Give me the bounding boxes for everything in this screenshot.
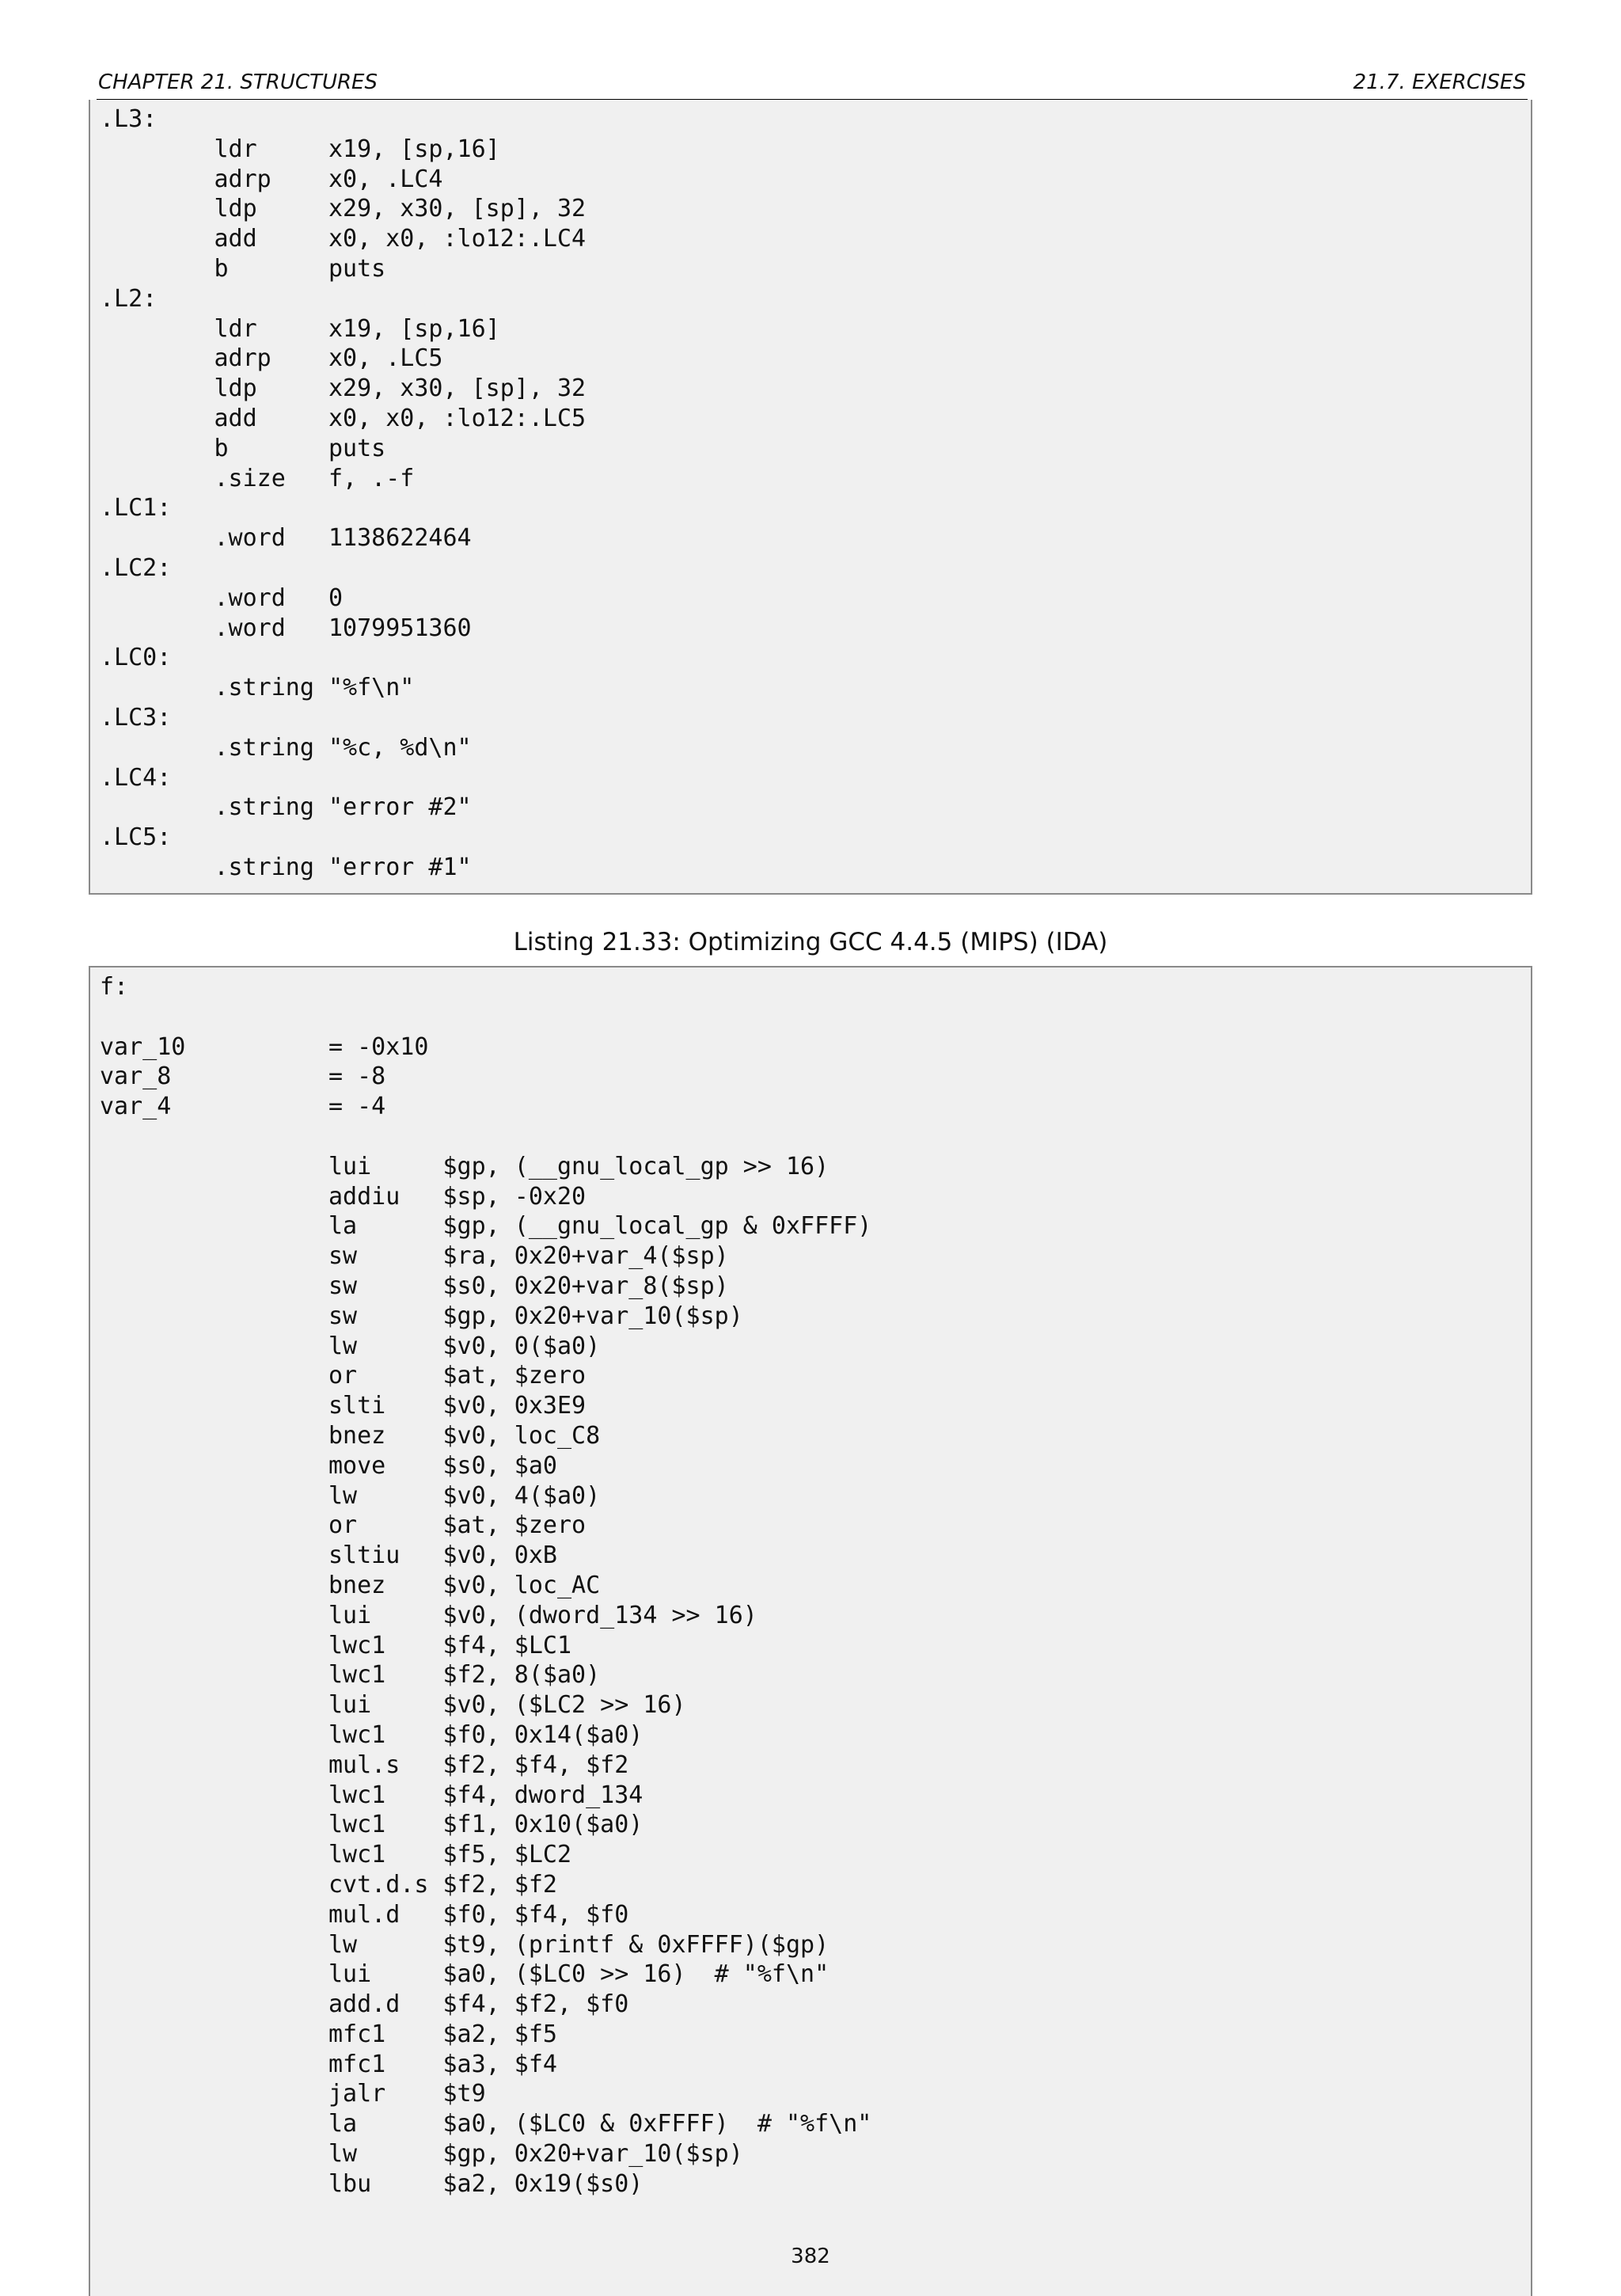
chapter-title: CHAPTER 21. STRUCTURES: [98, 70, 378, 94]
section-title: 21.7. EXERCISES: [1353, 70, 1526, 94]
listing-caption: Listing 21.33: Optimizing GCC 4.4.5 (MIPS) (IDA): [513, 928, 1108, 956]
code-listing-mips: [89, 966, 1532, 2296]
code-block: .L3: ldr x19, [sp,16] adrp x0, .LC4 ldp x29, x30, [sp], 32 add x0, x0, :lo12:.LC4 b puts .L2: ldr x19, [sp,16] adrp x0, .LC5 ldp x29, x30, [sp], 32 add x0, x0, :lo12:.LC5 b puts .size f, .-f .LC1: .word 1138622464 .LC2: .word 0 .word 1079951360 .LC0: .string "%f\n" .LC3: .string "%c, %d\n" .LC4: .string "error #2" .LC5: .string "error #1": [100, 105, 587, 881]
page-number: 382: [791, 2245, 830, 2268]
code-listing-arm64-continued: [89, 100, 1532, 895]
page-header: [97, 67, 1528, 101]
code-block: f: var_10 = -0x10 var_8 = -8 var_4 = -4 lui $gp, (__gnu_local_gp >> 16) addiu $sp, -0x20 la $gp, (__gnu_local_gp & 0xFFFF) sw $ra, 0x20+var_4($sp) sw $s0, 0x20+var_8($sp) sw $gp, 0x20+var_10($sp) lw $v0, 0($a0) or $at, $zero slti $v0, 0x3E9 bnez $v0, loc_C8 move $s0, $a0 lw $v0, 4($a0) or $at, $zero sltiu $v0, 0xB bnez $v0, loc_AC lui $v0, (dword_134 >> 16) lwc1 $f4, $LC1 lwc1 $f2, 8($a0) lui $v0, ($LC2 >> 16) lwc1 $f0, 0x14($a0) mul.s $f2, $f4, $f2 lwc1 $f4, dword_134 lwc1 $f1, 0x10($a0) lwc1 $f5, $LC2 cvt.d.s $f2, $f2 mul.d $f0, $f4, $f0 lw $t9, (printf & 0xFFFF)($gp) lui $a0, ($LC0 >> 16) # "%f\n" add.d $f4, $f2, $f0 mfc1 $a2, $f5 mfc1 $a3, $f4 jalr $t9 la $a0, ($LC0 & 0xFFFF) # "%f\n" lw $gp, 0x20+var_10($sp) lbu $a2, 0x19($s0): [100, 973, 872, 2198]
